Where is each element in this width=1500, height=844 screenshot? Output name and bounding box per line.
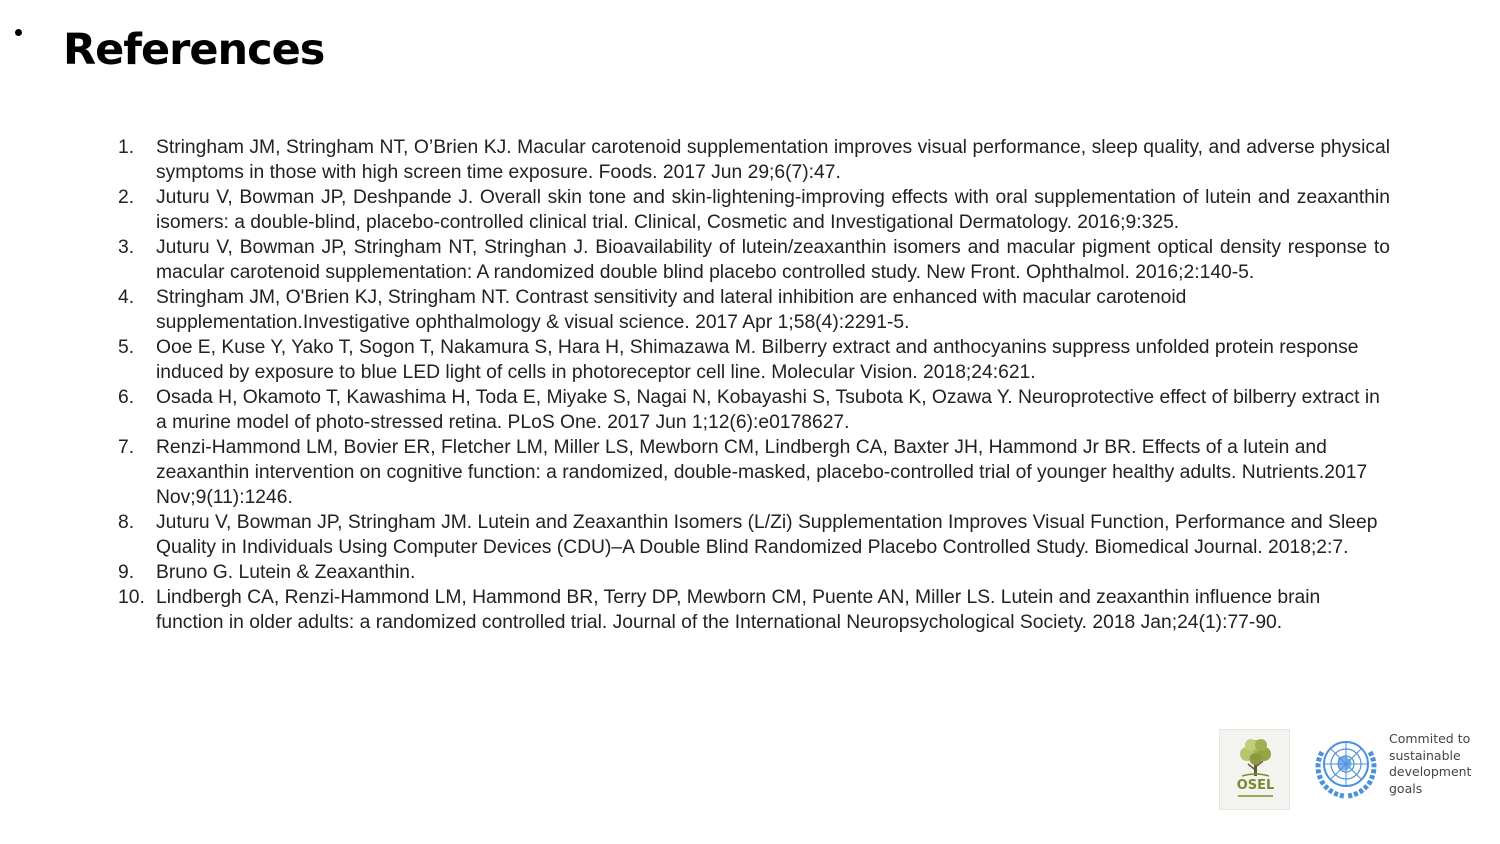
reference-item bbox=[118, 285, 1390, 335]
reference-number: 3. bbox=[118, 237, 135, 258]
reference-item bbox=[118, 560, 1390, 585]
reference-item bbox=[118, 335, 1390, 385]
footer-logos bbox=[1219, 729, 1489, 811]
reference-text: Osada H, Okamoto T, Kawashima H, Toda E, Miyake S, Nagai N, Kobayashi S, Tsubota K, Ozawa Y. Neuroprotective effect of bilberry extract in a murine model of photo-stressed retina. PLoS One. 2017 Jun 1;12(6):e0178627. bbox=[156, 387, 1380, 433]
un-emblem-icon bbox=[1308, 732, 1384, 800]
reference-text: Juturu V, Bowman JP, Stringham JM. Lutein and Zeaxanthin Isomers (L/Zi) Supplementation Improves Visual Function, Performance and Sleep Quality in Individuals Using Computer Devices (CDU)–A Double Blind Randomized Placebo Controlled Study. Biomedical Journal. 2018;2:7. bbox=[156, 512, 1378, 558]
reference-number: 9. bbox=[118, 562, 135, 583]
reference-text: Stringham JM, O'Brien KJ, Stringham NT. Contrast sensitivity and lateral inhibition are enhanced with macular carotenoid supplementation.Investigative ophthalmology & visual science. 2017 Apr 1;58(4):2291-5. bbox=[156, 287, 1187, 333]
reference-item bbox=[118, 435, 1390, 510]
reference-number: 5. bbox=[118, 337, 135, 358]
reference-item bbox=[118, 385, 1390, 435]
reference-number: 6. bbox=[118, 387, 135, 408]
reference-text: Lindbergh CA, Renzi-Hammond LM, Hammond BR, Terry DP, Mewborn CM, Puente AN, Miller LS. Lutein and zeaxanthin influence brain function in older adults: a randomized controlled trial. Journal of the International Neuropsychological Society. 2018 Jan;24(1):77-90. bbox=[156, 587, 1321, 633]
reference-item bbox=[118, 135, 1390, 185]
osel-logo-text: OSEL bbox=[1236, 778, 1275, 793]
reference-number: 4. bbox=[118, 287, 135, 308]
tree-logo-icon bbox=[1220, 730, 1291, 811]
reference-number: 2. bbox=[118, 187, 135, 208]
reference-text: Juturu V, Bowman JP, Deshpande J. Overall skin tone and skin-lightening-improving effects with oral supplementation of lutein and zeaxanthin isomers: a double-blind, placebo-controlled clinical trial. Clinical, Cosmetic and Investigational Dermatology. 2016;9:325. bbox=[156, 187, 1390, 233]
reference-text: Renzi-Hammond LM, Bovier ER, Fletcher LM, Miller LS, Mewborn CM, Lindbergh CA, Baxter JH, Hammond Jr BR. Effects of a lutein and zeaxanthin intervention on cognitive function: a randomized, double-masked, placebo-controlled trial of younger healthy adults. Nutrients.2017 Nov;9(11):1246. bbox=[156, 437, 1368, 508]
reference-text: Juturu V, Bowman JP, Stringham NT, Stringhan J. Bioavailability of lutein/zeaxanthin isomers and macular pigment optical density response to macular carotenoid supplementation: A randomized double blind placebo controlled study. New Front. Ophthalmol. 2016;2:140-5. bbox=[156, 237, 1390, 283]
reference-text: Stringham JM, Stringham NT, O’Brien KJ. Macular carotenoid supplementation improves visual performance, sleep quality, and adverse physical symptoms in those with high screen time exposure. Foods. 2017 Jun 29;6(7):47. bbox=[156, 137, 1390, 183]
reference-number: 10. bbox=[118, 587, 145, 608]
reference-item bbox=[118, 510, 1390, 560]
page-title: References bbox=[63, 25, 325, 75]
reference-number: 7. bbox=[118, 437, 135, 458]
reference-number: 8. bbox=[118, 512, 135, 533]
reference-item bbox=[118, 185, 1390, 235]
bullet-dot bbox=[15, 29, 22, 36]
reference-text: Ooe E, Kuse Y, Yako T, Sogon T, Nakamura S, Hara H, Shimazawa M. Bilberry extract and anthocyanins suppress unfolded protein response induced by exposure to blue LED light of cells in photoreceptor cell line. Molecular Vision. 2018;24:621. bbox=[156, 337, 1359, 383]
osel-logo bbox=[1219, 729, 1290, 810]
sdg-line: development bbox=[1389, 764, 1472, 779]
reference-item bbox=[118, 585, 1390, 635]
sdg-line: goals bbox=[1389, 780, 1423, 796]
sdg-line: sustainable bbox=[1389, 747, 1461, 763]
sdg-line: Commited to bbox=[1389, 731, 1471, 746]
reference-item bbox=[118, 235, 1390, 285]
reference-text: Bruno G. Lutein & Zeaxanthin. bbox=[156, 562, 416, 583]
reference-number: 1. bbox=[118, 137, 135, 158]
sdg-commitment-text bbox=[1389, 731, 1489, 797]
references-list bbox=[118, 135, 1390, 635]
